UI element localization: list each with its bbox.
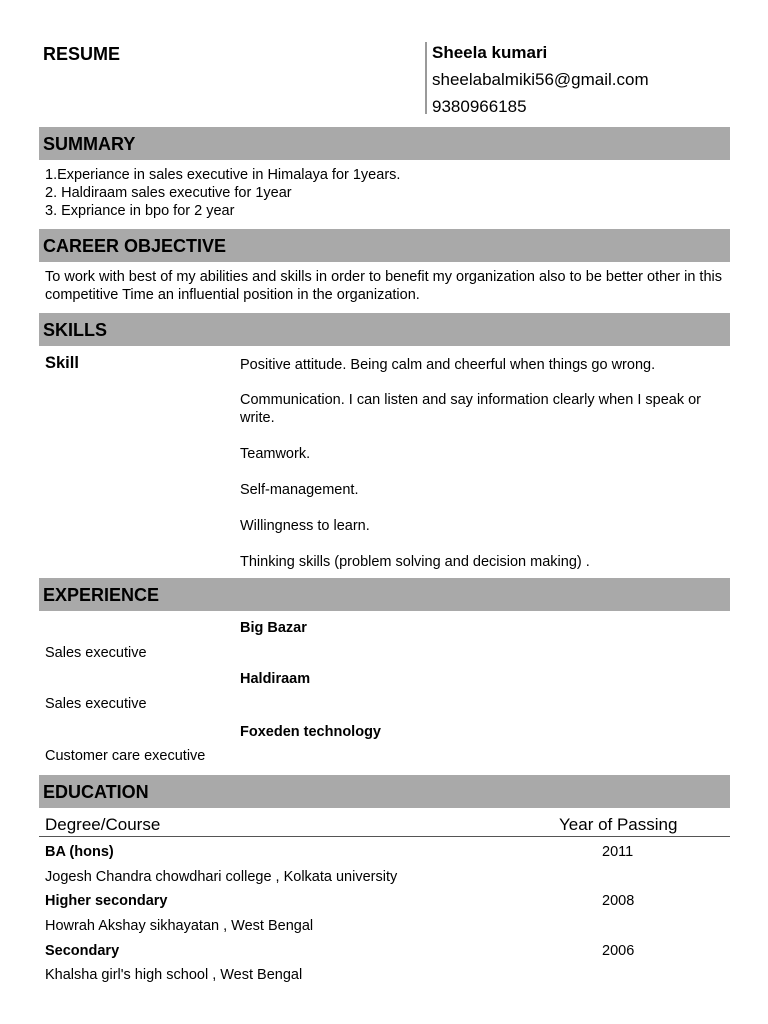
summary-line: 3. Expriance in bpo for 2 year — [45, 203, 235, 219]
degree-name: Higher secondary — [45, 893, 168, 909]
education-table-rule — [39, 836, 730, 837]
experience-heading: EXPERIENCE — [43, 585, 160, 605]
resume-title: RESUME — [43, 44, 121, 64]
candidate-name: Sheela kumari — [432, 43, 548, 62]
skill-item: Communication. I can listen and say information clearly when I speak or write. — [240, 392, 701, 426]
skill-label: Skill — [45, 354, 79, 372]
year-column-header: Year of Passing — [559, 815, 678, 834]
skills-section-header — [39, 313, 730, 346]
education-heading: EDUCATION — [43, 782, 149, 802]
job-role: Customer care executive — [45, 748, 206, 764]
summary-section-header — [39, 127, 730, 160]
job-role: Sales executive — [45, 645, 147, 661]
phone-text: 9380966185 — [432, 97, 527, 116]
skill-item: Self-management. — [240, 482, 359, 498]
company-name: Foxeden technology — [240, 724, 381, 740]
summary-heading: SUMMARY — [43, 134, 136, 154]
job-role: Sales executive — [45, 696, 147, 712]
company-name: Big Bazar — [240, 620, 307, 636]
institution-name: Jogesh Chandra chowdhari college , Kolkata university — [45, 869, 398, 885]
objective-heading: CAREER OBJECTIVE — [43, 236, 227, 256]
header-divider — [425, 42, 427, 114]
experience-section-header — [39, 578, 730, 611]
passing-year: 2006 — [602, 943, 635, 959]
passing-year: 2008 — [602, 893, 635, 909]
degree-name: Secondary — [45, 943, 120, 959]
summary-line: 1.Experiance in sales executive in Himalaya for 1years. — [45, 167, 401, 183]
degree-column-header: Degree/Course — [45, 815, 161, 834]
objective-section-header — [39, 229, 730, 262]
skill-item: Positive attitude. Being calm and cheerful when things go wrong. — [240, 357, 656, 373]
objective-text: To work with best of my abilities and skills in order to benefit my organization also to be better other in this competitive Time an influential position in the organization. — [45, 269, 722, 303]
summary-line: 2. Haldiraam sales executive for 1year — [45, 185, 292, 201]
degree-name: BA (hons) — [45, 844, 114, 860]
institution-name: Khalsha girl's high school , West Bengal — [45, 967, 303, 983]
email-text: sheelabalmiki56@gmail.com — [432, 70, 649, 89]
skill-item: Willingness to learn. — [240, 518, 370, 534]
passing-year: 2011 — [602, 844, 634, 860]
education-section-header — [39, 775, 730, 808]
skill-item: Thinking skills (problem solving and decision making) . — [240, 554, 590, 570]
skills-heading: SKILLS — [43, 320, 108, 340]
company-name: Haldiraam — [240, 671, 311, 687]
skill-item: Teamwork. — [240, 446, 311, 462]
institution-name: Howrah Akshay sikhayatan , West Bengal — [45, 918, 314, 934]
